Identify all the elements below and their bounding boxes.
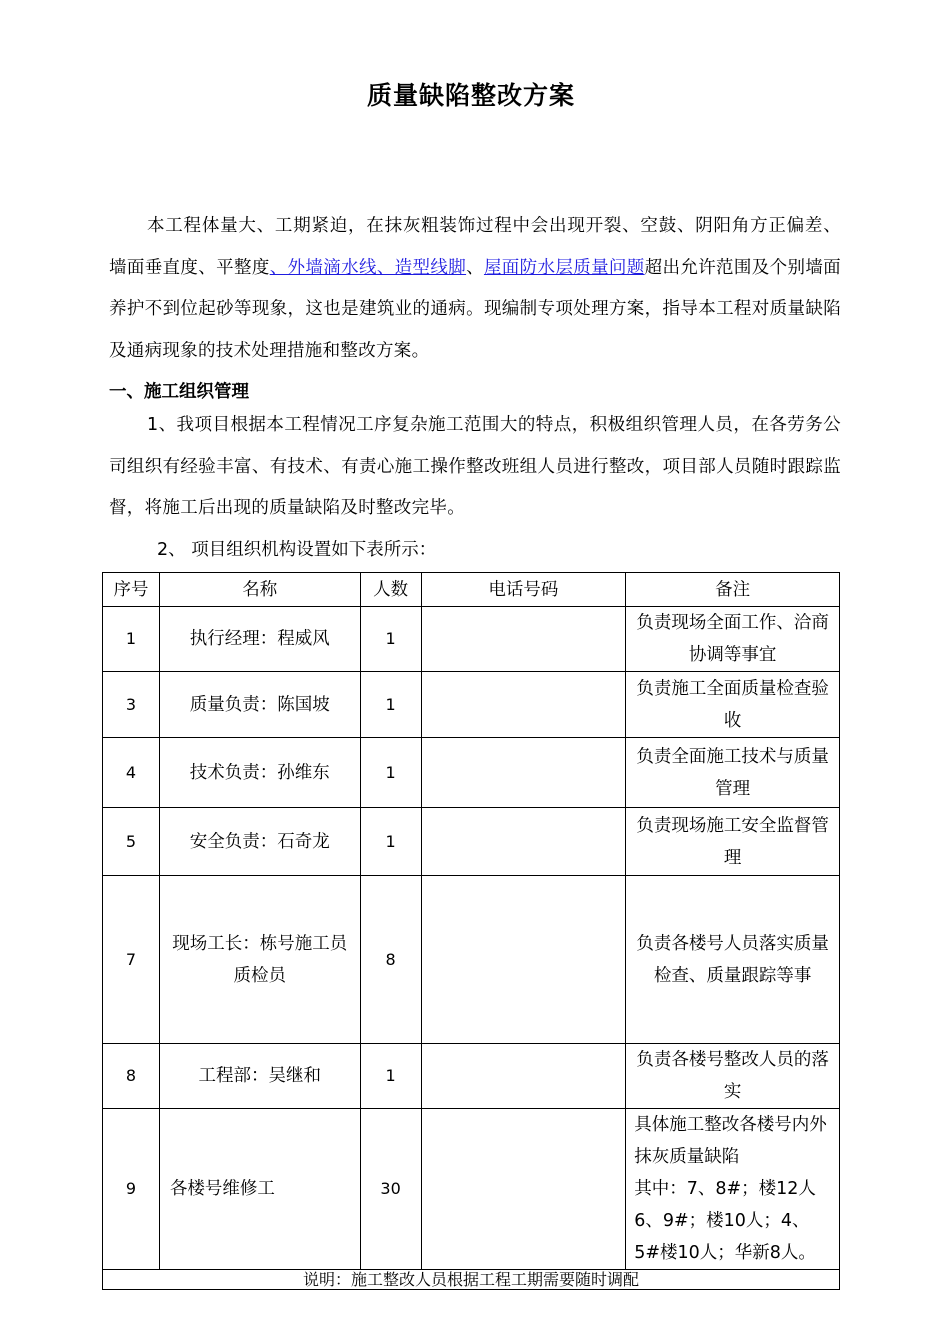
row-name: 技术负责：孙维东 [159, 738, 360, 808]
row-phone [421, 607, 626, 672]
table-row [103, 808, 840, 876]
row-name: 质量负责：陈国坡 [159, 672, 360, 738]
row-note: 负责全面施工技术与质量管理 [626, 738, 840, 808]
row-note: 负责各楼号人员落实质量检查、质量跟踪等事 [626, 876, 840, 1044]
table-row [103, 672, 840, 738]
row-count: 1 [360, 1044, 421, 1109]
row-name-secondary: 质检员 [233, 965, 287, 986]
row-note: 负责施工全面质量检查验收 [626, 672, 840, 738]
row-note: 负责现场施工安全监督管理 [626, 808, 840, 876]
org-table [102, 572, 840, 1290]
row-count: 1 [360, 607, 421, 672]
row-no: 1 [103, 607, 160, 672]
row-count: 30 [360, 1109, 421, 1270]
row-no: 8 [103, 1044, 160, 1109]
section-heading: 一、施工组织管理 [109, 382, 249, 402]
row-no: 7 [103, 876, 160, 1044]
row-phone [421, 808, 626, 876]
row-no: 9 [103, 1109, 160, 1270]
row-note: 负责现场全面工作、洽商协调等事宜 [626, 607, 840, 672]
table-row [103, 1044, 840, 1109]
document-title: 质量缺陷整改方案 [366, 81, 575, 110]
row-count: 1 [360, 672, 421, 738]
row-name-cell [159, 876, 360, 1044]
header-name: 名称 [159, 573, 360, 607]
link-drip-line[interactable]: 、外墙滴水线、造型线脚 [269, 257, 467, 278]
row-note-cell [626, 1109, 840, 1270]
header-phone: 电话号码 [421, 573, 626, 607]
row-phone [421, 672, 626, 738]
row-name: 工程部：吴继和 [159, 1044, 360, 1109]
table-header-row [103, 573, 840, 607]
row-name: 现场工长：栋号施工员 [172, 933, 348, 954]
row-phone [421, 876, 626, 1044]
table-footer-row [103, 1270, 840, 1290]
row-note: 负责各楼号整改人员的落实 [626, 1044, 840, 1109]
intro-text-after: 超出允许范围及个别墙面养护不到位起砂等现象，这也是建筑业的通病。现编制专项处理方案，指导本工程对质量缺陷及通病现象的技术处理措施和整改方案。 [109, 257, 841, 361]
section1-paragraph: 1、我项目根据本工程情况工序复杂施工范围大的特点，积极组织管理人员，在各劳务公司组织有经验丰富、有技术、有责心施工操作整改班组人员进行整改，项目部人员随时跟踪监督，将施工后出现的质量缺陷及时整改完毕。 [109, 415, 841, 518]
row-no: 5 [103, 808, 160, 876]
row-name: 各楼号维修工 [159, 1109, 360, 1270]
header-count: 人数 [360, 573, 421, 607]
header-note: 备注 [626, 573, 840, 607]
row-note: 具体施工整改各楼号内外抹灰质量缺陷 [634, 1115, 827, 1167]
row-count: 8 [360, 876, 421, 1044]
intro-paragraph [109, 206, 841, 372]
table-row [103, 876, 840, 1044]
intro-text-middle: 、 [466, 257, 484, 278]
row-phone [421, 1044, 626, 1109]
table-row [103, 607, 840, 672]
link-roof-waterproofing[interactable]: 屋面防水层质量问题 [483, 257, 645, 278]
row-name: 安全负责：石奇龙 [159, 808, 360, 876]
table-footer-note: 说明：施工整改人员根据工程工期需要随时调配 [103, 1270, 840, 1290]
intro-text-before: 本工程体量大、工期紧迫，在抹灰粗装饰过程中会出现开裂、空鼓、阴阳角方正偏差、墙面垂直度、平整度 [109, 216, 841, 278]
row-note-secondary: 其中：7、8#；楼12人6、9#；楼10人；4、5#楼10人；华新8人。 [634, 1179, 816, 1263]
row-count: 1 [360, 738, 421, 808]
row-no: 3 [103, 672, 160, 738]
row-name: 执行经理：程威风 [159, 607, 360, 672]
table-row [103, 738, 840, 808]
table-row [103, 1109, 840, 1270]
row-count: 1 [360, 808, 421, 876]
header-no: 序号 [103, 573, 160, 607]
table-caption: 2、 项目组织机构设置如下表所示： [157, 540, 437, 560]
row-phone [421, 1109, 626, 1270]
row-phone [421, 738, 626, 808]
row-no: 4 [103, 738, 160, 808]
